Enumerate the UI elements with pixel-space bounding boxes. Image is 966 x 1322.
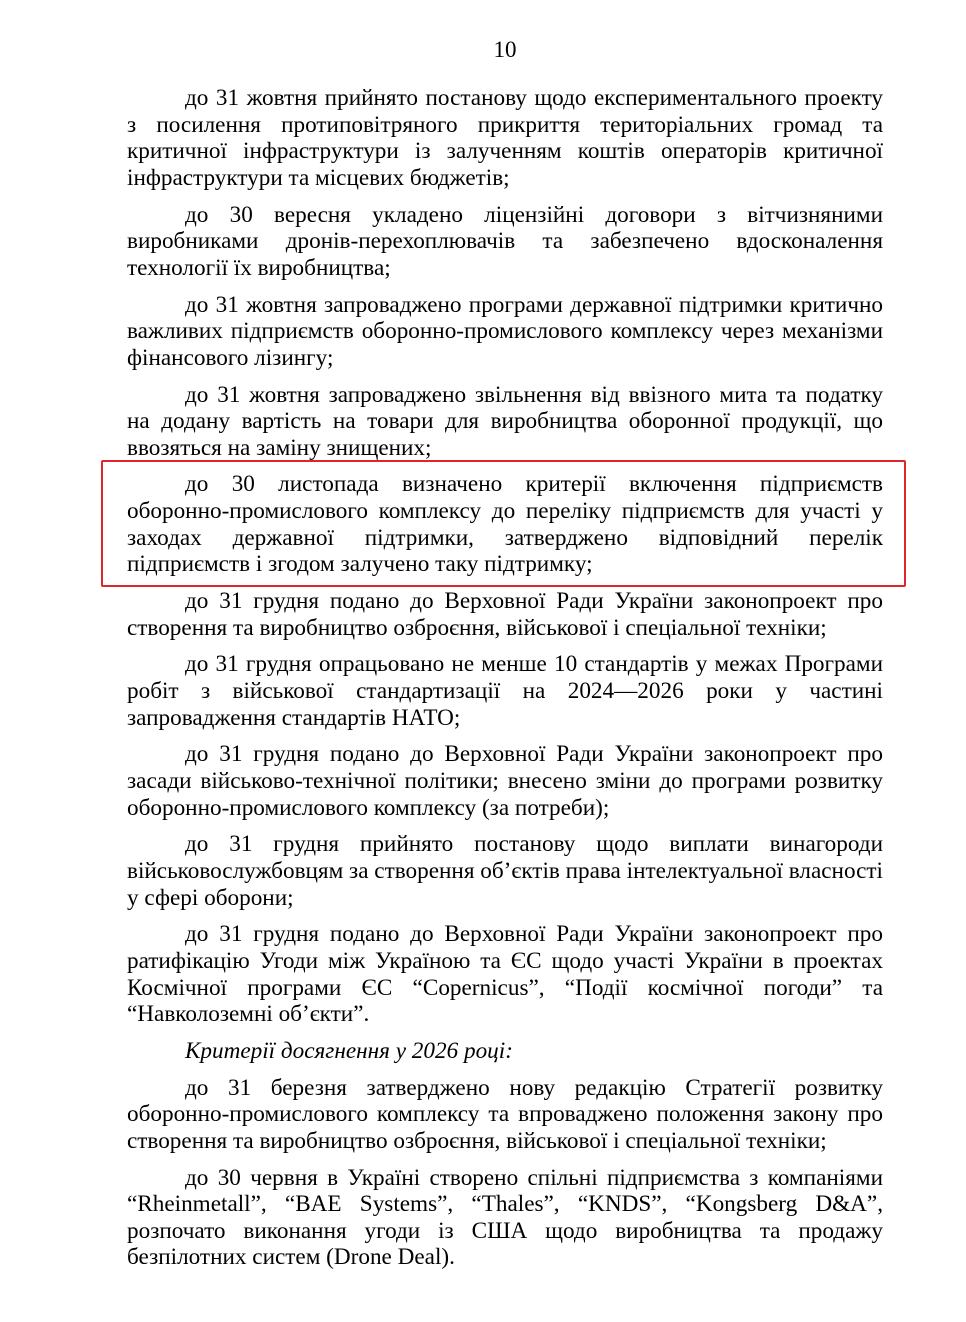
document-body — [127, 85, 883, 1281]
paragraph-6: до 31 грудня подано до Верховної Ради України законопроект про створення та виробництво озброєння, військової і спеціальної техніки; — [127, 588, 883, 641]
section-heading-2026: Критерії досягнення у 2026 році: — [185, 1037, 513, 1064]
paragraph-9: до 31 грудня прийнято постанову щодо виплати винагороди військовослужбовцям за створення об’єктів права інтелектуальної власності у сфері оборони; — [127, 831, 883, 911]
paragraph-4: до 31 жовтня запроваджено звільнення від ввізного мита та податку на додану вартість на товари для виробництва оборонної продукції, що ввозяться на заміну знищених; — [127, 381, 883, 461]
paragraph-1: до 31 жовтня прийнято постанову щодо експериментального проекту з посилення протиповітряного прикриття територіальних громад та критичної інфраструктури із залученням коштів операторів критичної інфраструктури та місцевих бюджетів; — [127, 85, 883, 191]
paragraph-7: до 31 грудня опрацьовано не менше 10 стандартів у межах Програми робіт з військової стандартизації на 2024—2026 роки у частині запровадження стандартів НАТО; — [127, 651, 883, 731]
paragraph-2: до 30 вересня укладено ліцензійні договори з вітчизняними виробниками дронів-перехоплювачів та забезпечено вдосконалення технології їх виробництва; — [127, 201, 883, 281]
paragraph-10: до 31 грудня подано до Верховної Ради України законопроект про ратифікацію Угоди між Україною та ЄС щодо участі України в проектах Космічної програми ЄС “Copernicus”, “Події космічної погоди” та “Навколоземні об’єкти”. — [127, 921, 883, 1028]
paragraph-3: до 31 жовтня запроваджено програми державної підтримки критично важливих підприємств оборонно-промислового комплексу через механізми фінансового лізингу; — [127, 291, 883, 371]
page-number: 10 — [493, 37, 517, 62]
highlighted-paragraph — [127, 471, 883, 577]
paragraph-8: до 31 грудня подано до Верховної Ради України законопроект про засади військово-технічної політики; внесено зміни до програми розвитку оборонно-промислового комплексу (за потреби); — [127, 741, 883, 821]
paragraph-13: до 30 червня в Україні створено спільні підприємства з компаніями “Rheinmetall”, “BAE Systems”, “Thales”, “KNDS”, “Kongsberg D&A”, розпочато виконання угоди із США щодо виробництва та продажу безпілотних систем (Drone Deal). — [127, 1164, 883, 1271]
paragraph-12: до 31 березня затверджено нову редакцію Стратегії розвитку оборонно-промислового комплексу та впроваджено положення закону про створення та виробництво озброєння, військової і спеціальної техніки; — [127, 1074, 883, 1154]
paragraph-5: до 30 листопада визначено критерії включення підприємств оборонно-промислового комплексу до переліку підприємств для участі у заходах державної підтримки, затверджено відповідний перелік підприємств і згодом залучено таку підтримку; — [127, 471, 883, 578]
